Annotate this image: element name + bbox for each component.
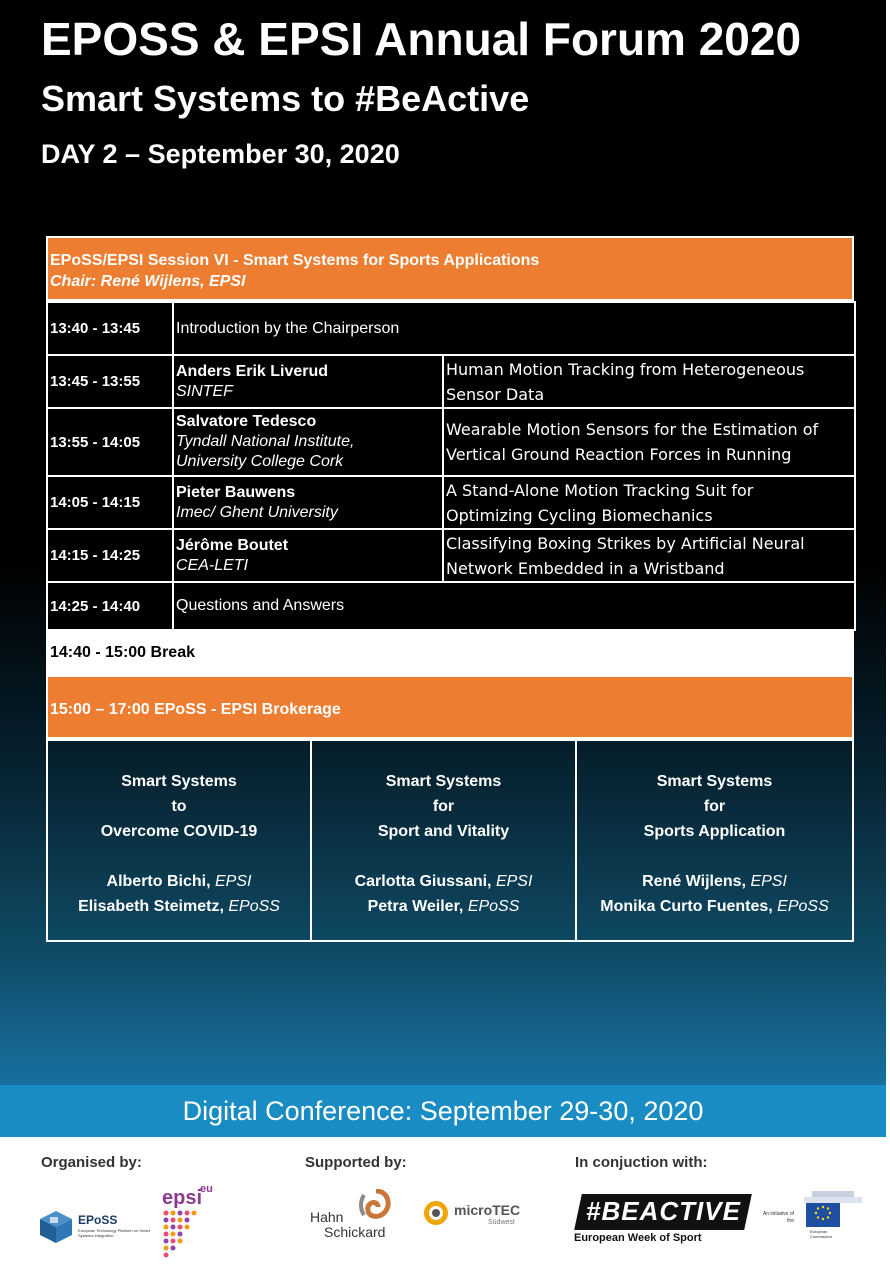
hahn-schickard-logo [308, 1189, 408, 1244]
hahn-schickard-swirl-icon [356, 1189, 392, 1223]
table-row [47, 408, 855, 476]
speaker-cell [173, 408, 443, 476]
eposs-name: EPoSS [78, 1213, 118, 1227]
microtec-ring-icon [422, 1199, 450, 1227]
speaker-cell [173, 529, 443, 582]
hahn-text: Hahn [310, 1209, 344, 1225]
microtec-name: microTEC [454, 1202, 521, 1218]
speaker-name: Jérôme Boutet [176, 536, 289, 554]
speaker-org: University College Cork [176, 453, 344, 470]
microtec-logo [422, 1197, 532, 1237]
workshop-person [577, 869, 852, 894]
person-name: Petra Weiler, [367, 898, 464, 915]
speaker-cell [173, 355, 443, 408]
person-org: EPSI [495, 873, 533, 890]
person-org: EPSI [750, 873, 787, 890]
conference-dates: Digital Conference: September 29-30, 2020 [182, 1096, 704, 1126]
workshop-title: Smart Systems [385, 773, 502, 790]
person-org: EPSI [215, 873, 252, 890]
person-name: Monika Curto Fuentes, [600, 898, 773, 915]
speaker-name: Salvatore Tedesco [176, 413, 317, 430]
beactive-subtitle: European Week of Sport [574, 1232, 702, 1244]
talk-title: Classifying Boxing Strikes by Artificial Neural [446, 533, 805, 553]
talk-title: Sensor Data [446, 384, 545, 404]
eposs-cube-icon [38, 1209, 74, 1245]
person-name: René Wijlens, [642, 873, 746, 890]
workshop-cell [311, 740, 576, 941]
table-row [47, 355, 855, 408]
talk-title: Optimizing Cycling Biomechanics [446, 505, 713, 525]
speaker-org: Tyndall National Institute, [176, 433, 355, 450]
speaker-org: Imec/ Ghent University [176, 503, 338, 521]
person-name: Elisabeth Steimetz, [78, 898, 224, 915]
talk-title: Vertical Ground Reaction Forces in Running [446, 445, 792, 464]
schickard-text: Schickard [324, 1224, 386, 1240]
workshop-person [577, 894, 852, 919]
schedule [46, 236, 854, 942]
speaker-org: SINTEF [176, 382, 233, 400]
workshop-person [312, 869, 575, 894]
talk-cell [443, 408, 855, 476]
talk-title: Human Motion Tracking from Heterogeneous [446, 359, 805, 379]
workshop-title: for [703, 798, 726, 815]
slot-text: Questions and Answers [173, 582, 855, 630]
person-name: Alberto Bichi, [106, 873, 211, 890]
workshop-title: Overcome COVID-19 [100, 823, 258, 840]
speaker-name: Pieter Bauwens [176, 483, 296, 501]
workshop-title: Sport and Vitality [377, 823, 510, 840]
workshop-title: Sports Application [643, 823, 786, 840]
event-day: DAY 2 – September 30, 2020 [41, 139, 400, 169]
workshop-title: Smart Systems [121, 773, 237, 790]
slot-time: 14:15 - 14:25 [47, 529, 173, 582]
session-table [46, 301, 856, 631]
epsi-dots-icon [162, 1209, 202, 1259]
workshop-cell [576, 740, 853, 941]
person-org: EPoSS [228, 898, 280, 915]
eposs-logo [38, 1207, 158, 1247]
talk-cell [443, 355, 855, 408]
speaker-cell [173, 476, 443, 529]
workshop-cell [47, 740, 311, 941]
talk-title: A Stand-Alone Motion Tracking Suit for [446, 480, 754, 500]
ec-name: European Commission [810, 1229, 833, 1239]
beactive-text: #BEACTIVE [586, 1196, 741, 1226]
session-title: EPoSS/EPSI Session VI - Smart Systems for Sports Applications [50, 252, 540, 269]
talk-cell [443, 476, 855, 529]
brokerage-row: 15:00 – 17:00 EPoSS - EPSI Brokerage [46, 675, 854, 739]
microtec-sub: Südwest [488, 1219, 515, 1226]
session-chair: Chair: René Wijlens, EPSI [50, 273, 246, 290]
talk-cell [443, 529, 855, 582]
eposs-tagline: European Technology Platform on Smart Systems Integration [78, 1228, 150, 1238]
workshop-title: for [432, 798, 455, 815]
table-row [47, 582, 855, 630]
workshop-title: Smart Systems [656, 773, 773, 790]
workshop-person [312, 894, 575, 919]
right-edge [886, 0, 890, 1284]
workshop-title: to [171, 798, 187, 815]
slot-time: 13:55 - 14:05 [47, 408, 173, 476]
table-row [47, 476, 855, 529]
footer [0, 1137, 886, 1284]
conjunction-label: In conjuction with: [575, 1154, 708, 1171]
speaker-org: CEA-LETI [176, 556, 249, 574]
person-name: Carlotta Giussani, [354, 873, 492, 890]
table-row [47, 529, 855, 582]
organised-label: Organised by: [41, 1154, 142, 1171]
person-org: EPoSS [467, 898, 520, 915]
event-subtitle: Smart Systems to #BeActive [41, 78, 530, 119]
slot-text: Introduction by the Chairperson [173, 302, 855, 355]
workshop-person [48, 894, 310, 919]
ec-logo [758, 1189, 870, 1245]
slot-time: 14:05 - 14:15 [47, 476, 173, 529]
beactive-logo [574, 1194, 750, 1246]
epsi-name: epsi [162, 1187, 203, 1209]
epsi-logo [162, 1183, 222, 1262]
slot-time: 14:25 - 14:40 [47, 582, 173, 630]
session-header [46, 236, 854, 301]
talk-title: Wearable Motion Sensors for the Estimation of [446, 420, 819, 439]
person-org: EPoSS [777, 898, 829, 915]
workshop-table [46, 739, 854, 942]
talk-title: Network Embedded in a Wristband [446, 558, 725, 578]
table-row [47, 302, 855, 355]
supported-label: Supported by: [305, 1154, 407, 1171]
ec-initiative: An initiative of the [762, 1211, 794, 1224]
slot-time: 13:40 - 13:45 [47, 302, 173, 355]
break-row: 14:40 - 15:00 Break [46, 631, 854, 675]
event-title: EPOSS & EPSI Annual Forum 2020 [41, 13, 802, 65]
slot-time: 13:45 - 13:55 [47, 355, 173, 408]
workshop-person [48, 869, 310, 894]
epsi-sup: eu [200, 1183, 213, 1195]
speaker-name: Anders Erik Liverud [176, 362, 329, 380]
